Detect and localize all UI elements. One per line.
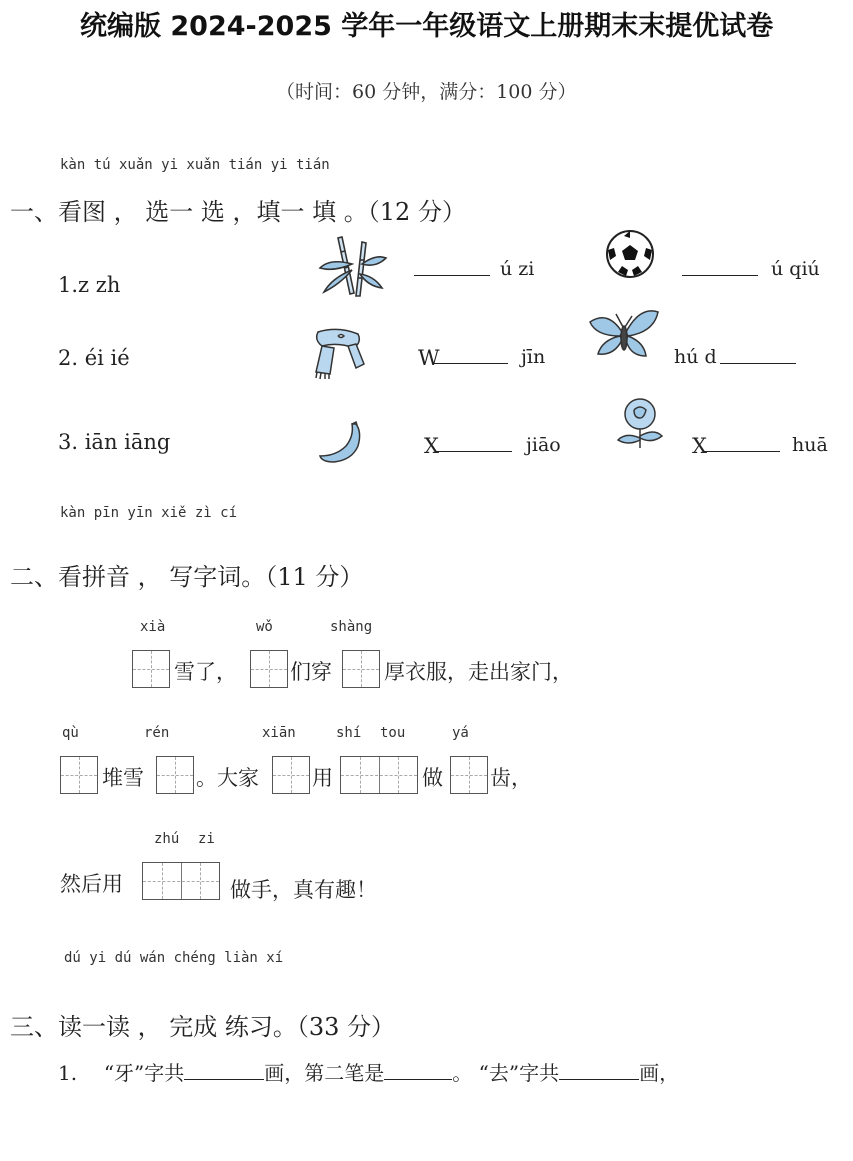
writing-box-double[interactable] xyxy=(340,756,418,794)
sentence-text: 们穿 xyxy=(290,660,332,684)
flower-icon xyxy=(614,396,666,450)
question-text: 。 “去”字共 xyxy=(452,1061,560,1085)
sentence-text: 厚衣服，走出家门， xyxy=(384,660,573,684)
question-text: 画， xyxy=(639,1061,680,1085)
butterfly-icon xyxy=(588,306,660,362)
answer-line[interactable] xyxy=(436,433,512,457)
pinyin-hint: wǒ xyxy=(256,619,273,635)
pinyin-prefix: W xyxy=(418,346,440,370)
sentence-text: 做手，真有趣！ xyxy=(230,878,377,902)
scarf-icon xyxy=(308,326,366,380)
answer-line[interactable] xyxy=(559,1061,639,1080)
soccer-ball-icon xyxy=(604,228,656,280)
answer-line[interactable] xyxy=(184,1061,264,1080)
writing-box[interactable] xyxy=(342,650,380,688)
answer-line[interactable] xyxy=(384,1061,452,1080)
section1-pinyin: kàn tú xuǎn yi xuǎn tián yi tián xyxy=(60,157,330,173)
question-3-1 xyxy=(58,1057,679,1086)
bamboo-icon xyxy=(316,234,388,298)
writing-box-double[interactable] xyxy=(142,862,220,900)
pinyin-hint: zi xyxy=(198,831,215,847)
sentence-text: 。大家 xyxy=(196,766,259,790)
sentence-text: 然后用 xyxy=(60,872,123,896)
writing-box[interactable] xyxy=(250,650,288,688)
pinyin-prefix: X xyxy=(692,434,707,458)
writing-box[interactable] xyxy=(272,756,310,794)
pinyin-hint: xiān xyxy=(262,725,296,741)
pinyin-suffix: jīn xyxy=(521,346,546,368)
section2-heading: 二、看拼音 ， 写字词。（11 分） xyxy=(10,563,364,591)
question-text: 画，第二笔是 xyxy=(264,1061,385,1085)
exam-time-info: （时间：60 分钟，满分：100 分） xyxy=(276,81,577,103)
sentence-text: 用 xyxy=(312,766,333,790)
pinyin-hint: shí xyxy=(336,725,362,741)
pinyin-suffix: ú zi xyxy=(500,258,535,280)
question-number: 1. xyxy=(58,1061,78,1085)
pinyin-suffix: ú qiú xyxy=(771,258,820,280)
pinyin-prefix: X xyxy=(424,434,439,458)
writing-box[interactable] xyxy=(450,756,488,794)
pinyin-hint: tou xyxy=(380,725,406,741)
section1-heading: 一、看图 ， 选一 选 ，填一 填 。（12 分） xyxy=(10,198,466,226)
section3-pinyin: dú yi dú wán chéng liàn xí xyxy=(64,950,284,966)
writing-box[interactable] xyxy=(132,650,170,688)
pinyin-hint: yá xyxy=(452,725,469,741)
answer-line[interactable] xyxy=(682,257,758,281)
section3-heading: 三、读一读 ， 完成 练习。（33 分） xyxy=(10,1013,396,1041)
question-1-label: 1.z zh xyxy=(58,273,121,297)
pinyin-suffix: jiāo xyxy=(526,434,561,456)
writing-box[interactable] xyxy=(156,756,194,794)
question-2-label: 2. éi ié xyxy=(58,346,130,370)
banana-icon xyxy=(318,420,364,464)
answer-line[interactable] xyxy=(414,257,490,281)
pinyin-hint: shàng xyxy=(330,619,373,635)
sentence-text: 雪了， xyxy=(174,660,237,684)
question-3-label: 3. iān iāng xyxy=(58,430,171,454)
answer-line[interactable] xyxy=(704,433,780,457)
answer-line[interactable] xyxy=(720,345,796,369)
pinyin-suffix: huā xyxy=(792,434,828,456)
answer-line[interactable] xyxy=(432,345,508,369)
pinyin-hint: xià xyxy=(140,619,166,635)
writing-box[interactable] xyxy=(60,756,98,794)
sentence-text: 堆雪 xyxy=(102,766,144,790)
pinyin-hint: qù xyxy=(62,725,79,741)
section2-pinyin: kàn pīn yīn xiě zì cí xyxy=(60,505,238,521)
pinyin-hint: rén xyxy=(144,725,170,741)
question-text: “牙”字共 xyxy=(103,1061,185,1085)
sentence-text: 做 xyxy=(422,766,443,790)
pinyin-hint: zhú xyxy=(154,831,180,847)
sentence-text: 齿， xyxy=(490,766,532,790)
page-title: 统编版 2024-2025 学年一年级语文上册期末末提优试卷 xyxy=(80,11,774,42)
pinyin-prefix: hú d xyxy=(674,346,717,368)
